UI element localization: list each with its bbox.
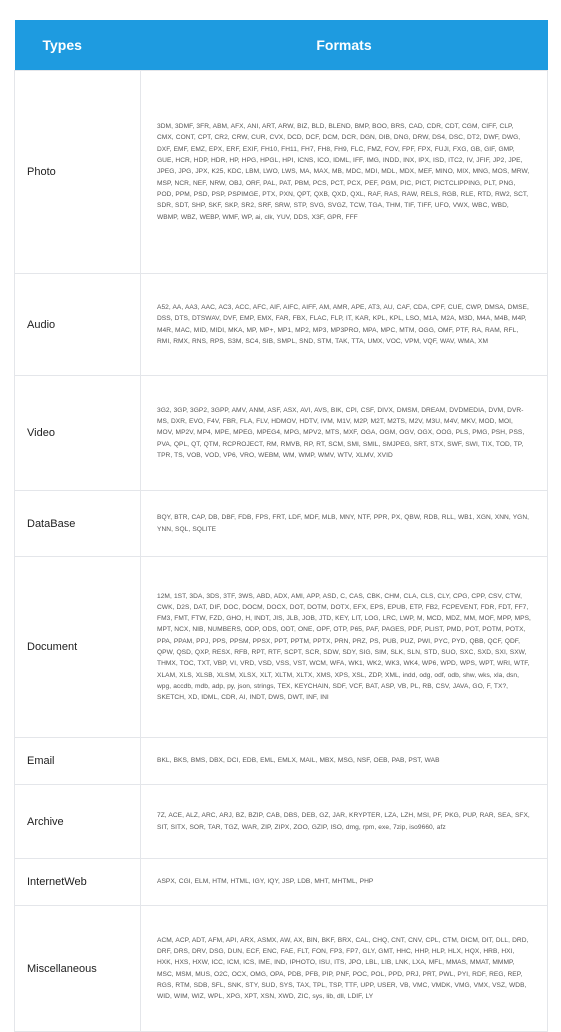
type-cell: Audio — [15, 274, 141, 376]
formats-table-container — [14, 20, 547, 1032]
type-cell: Video — [15, 376, 141, 491]
type-cell: Photo — [15, 71, 141, 274]
formats-cell: 3G2, 3GP, 3GP2, 3GPP, AMV, ANM, ASF, ASX, AVI, AVS, BIK, CPI, CSF, DIVX, DMSM, DREAM, DVDMEDIA, DVM, DVR-MS, DXR, EVO, F4V, FBR, FLA, FLV, HDMOV, HDTV, IVM, M1V, M2P, M2T, M2TS, M2V, M3U, M4V, MKV, MOD, MOI, MOV, MP2V, MP4, MPE, MPEG, MPEG4, MPG, MPV2, MTS, MXF, OGA, OGM, OGV, OGX, OOG, PLS, PMG, PSH, PSS, PVA, QPL, QT, QTM, RCPROJECT, RM, RMVB, RP, RT, SCM, SMI, SMIL, SMJPEG, SRT, STX, SWF, SWI, TIX, TOD, TP, TPR, TS, VOB, VOD, VP6, VRO, WEBM, WM, WMP, WMV, WTV, XLMV, XVID — [141, 376, 548, 491]
type-cell: Miscellaneous — [15, 906, 141, 1032]
table-row-database — [15, 491, 548, 557]
formats-cell: A52, AA, AA3, AAC, AC3, ACC, AFC, AIF, AIFC, AIFF, AM, AMR, APE, AT3, AU, CAF, CDA, CPF, CUE, CWP, DMSA, DMSE, DSS, DTS, DTSWAV, DVF, EMP, EMX, FAR, FBX, FLAC, FLP, IT, KAR, KPL, KPL, LSO, M1A, M2A, M3D, M4A, M4B, M4P, M4R, MAC, MID, MIDI, MKA, MP, MP+, MP1, MP2, MP3, MP3PRO, MPA, MPC, MTM, OGG, OMF, PTF, RA, RAM, RFL, RMI, RMX, RNS, RPS, S3M, SC4, SIB, SMPL, SND, STM, TAK, TTA, UMX, VOC, VPM, VQF, WAV, WMA, XM — [141, 274, 548, 376]
type-cell: Archive — [15, 785, 141, 859]
table-header-row — [15, 20, 548, 71]
type-cell: DataBase — [15, 491, 141, 557]
table-row-photo — [15, 71, 548, 274]
table-row-video — [15, 376, 548, 491]
table-row-archive — [15, 785, 548, 859]
type-cell: InternetWeb — [15, 859, 141, 906]
table-row-internetweb — [15, 859, 548, 906]
table-row-document — [15, 557, 548, 738]
formats-cell: 7Z, ACE, ALZ, ARC, ARJ, BZ, BZIP, CAB, DBS, DEB, GZ, JAR, KRYPTER, LZA, LZH, MSI, PF, PKG, PUP, RAR, SEA, SFX, SIT, SITX, SOR, TAR, TGZ, WAR, ZIP, ZIPX, ZOO, GZIP, ISO, dmg, rpm, exe, 7zip, iso9660, afz — [141, 785, 548, 859]
table-row-miscellaneous — [15, 906, 548, 1032]
type-cell: Document — [15, 557, 141, 738]
types-column-header: Types — [15, 20, 141, 71]
table-row-email — [15, 738, 548, 785]
formats-cell: ASPX, CGI, ELM, HTM, HTML, IGY, IQY, JSP, LDB, MHT, MHTML, PHP — [141, 859, 548, 906]
formats-cell: BKL, BKS, BMS, DBX, DCI, EDB, EML, EMLX, MAIL, MBX, MSG, NSF, OEB, PAB, PST, WAB — [141, 738, 548, 785]
formats-column-header: Formats — [141, 20, 548, 71]
formats-cell: 12M, 1ST, 3DA, 3DS, 3TF, 3WS, ABD, ADX, AMI, APP, ASD, C, CAS, CBK, CHM, CLA, CLS, CLY, CPG, CPP, CSV, CTW, CWK, D2S, DAT, DIF, DOC, DOCM, DOCX, DOT, DOTM, DOTX, EFX, EPS, EPUB, ETP, FB2, FCPEVENT, FDR, FDT, FF7, FM3, FMT, FTW, FZD, GHO, H, INDT, JIS, JLB, JOB, JTD, KEY, LIT, LOG, LRC, LWP, M, MCD, MDZ, MM, MOF, MPP, MPS, MPT, NCX, NIB, NUMBERS, ODP, ODS, ODT, ONE, OPF, OTP, P65, PAF, PAGES, PDF, PLIST, PMD, POT, POTM, POTX, PPA, PPAM, PPJ, PPS, PPSM, PPSX, PPT, PPTM, PPTX, PRN, PRZ, PS, PUB, PUZ, PWI, PYC, PYD, QBB, QCF, QDF, QPW, QSD, QXP, RESX, RFB, RPT, RTF, SCPT, SCR, SDW, SDY, SIG, SIM, SLK, SLN, STD, SUO, SXC, SXD, SXI, SXW, THMX, TOC, TXT, VBP, VI, VRD, VSD, VSS, VST, WCM, WFA, WK1, WK2, WK3, WK4, WP6, WPD, WPS, WPT, WRI, WTF, XLAM, XLS, XLSB, XLSM, XLSX, XLT, XLTM, XLTX, XMS, XPS, XSL, ZDP, XML, indd, odg, odf, odb, shw, wks, xla, dsn, wpg, accdb, mdb, adp, py, json, strings, TEX, KEYCHAIN, SDF, VCF, BAT, ASP, VB, PL, RB, CSV, JAVA, GO, F, TX?, SKETCH, XD, IDML, CDR, AI, INDT, DWS, DWT, INF, INI — [141, 557, 548, 738]
formats-cell: ACM, ACP, ADT, AFM, API, ARX, ASMX, AW, AX, BIN, BKF, BRX, CAL, CHQ, CNT, CNV, CPL, CTM, DICM, DIT, DLL, DRD, DRF, DRS, DRV, DSG, DUN, ECF, ENC, FAE, FLT, FON, FP3, FP7, GLY, GMT, HHC, HHP, HLP, HLX, HQX, HRB, HXI, HXK, HXS, HXW, ICC, ICM, ICS, IME, IND, IPHOTO, ISU, ITS, JPO, LBL, LIB, LNK, LXA, MFL, MMAS, MMAT, MMMP, MSC, MSM, MUS, O2C, OCX, OMG, OPA, PDB, PFB, PIP, PNF, POC, POL, PPD, PRJ, PRT, PWL, PYI, RDF, REG, REP, RGS, RTM, SDB, SFL, SNK, STY, SUD, SYS, TAX, TPL, TSP, TTF, UPP, USER, VB, VMC, VMDK, VMG, VMX, VSZ, WDB, WID, WIM, WIZ, WPL, XPG, XPT, XSN, XWD, ZIC, sys, lib, dll, LDIF, LY — [141, 906, 548, 1032]
formats-cell: 3DM, 3DMF, 3FR, ABM, AFX, ANI, ART, ARW, BIZ, BLD, BLEND, BMP, BOO, BRS, CAD, CDR, CDT, CGM, CIFF, CLP, CMX, CONT, CPT, CR2, CRW, CUR, CVX, DCD, DCF, DCM, DCR, DGN, DIB, DNG, DRW, DS4, DSC, DT2, DWF, DWG, DXF, EMF, EMZ, EPX, ERF, EXIF, FH10, FH11, FH7, FH8, FH9, FLC, FMZ, FOV, FPF, FPX, FUJI, FXG, GB, GIF, GMP, GUE, HCR, HDP, HDR, HP, HPG, HPGL, HPI, ICNS, ICO, IDML, IFF, IMG, INDD, INX, IPX, ISD, ITC2, IV, JFIF, JP2, JPE, JPEG, JPG, JPX, K25, KDC, LBM, LWO, LWS, MA, MAX, MB, MDC, MDI, MDL, MDX, MEF, MINO, MIX, MNG, MOS, MRW, MSP, NCR, NEF, NRW, OBJ, ORF, PAL, PAT, PBM, PCS, PCT, PCX, PEF, PGM, PIC, PICT, PICTCLIPPING, PLT, PNG, POD, PPM, PSD, PSP, PSPIMGE, PTX, PXN, QPT, QXB, QXD, QXL, RAF, RAS, RAW, RELS, RGB, RLE, RTD, RW2, SCT, SDR, SDT, SHP, SKF, SKP, SR2, SRF, SRW, STP, SVG, SVGZ, TCW, TGA, THM, TIF, TIFF, UFO, VWX, WBC, WBD, WBMP, WBZ, WEBP, WMF, WP, ai, clk, YUV, DDS, X3F, GPR, FFF — [141, 71, 548, 274]
formats-table — [14, 20, 548, 1032]
table-row-audio — [15, 274, 548, 376]
type-cell: Email — [15, 738, 141, 785]
formats-cell: BQY, BTR, CAP, DB, DBF, FDB, FPS, FRT, LDF, MDF, MLB, MNY, NTF, PPR, PX, QBW, RDB, RLL, WB1, XGN, XNN, YGN, YNN, SQL, SQLITE — [141, 491, 548, 557]
